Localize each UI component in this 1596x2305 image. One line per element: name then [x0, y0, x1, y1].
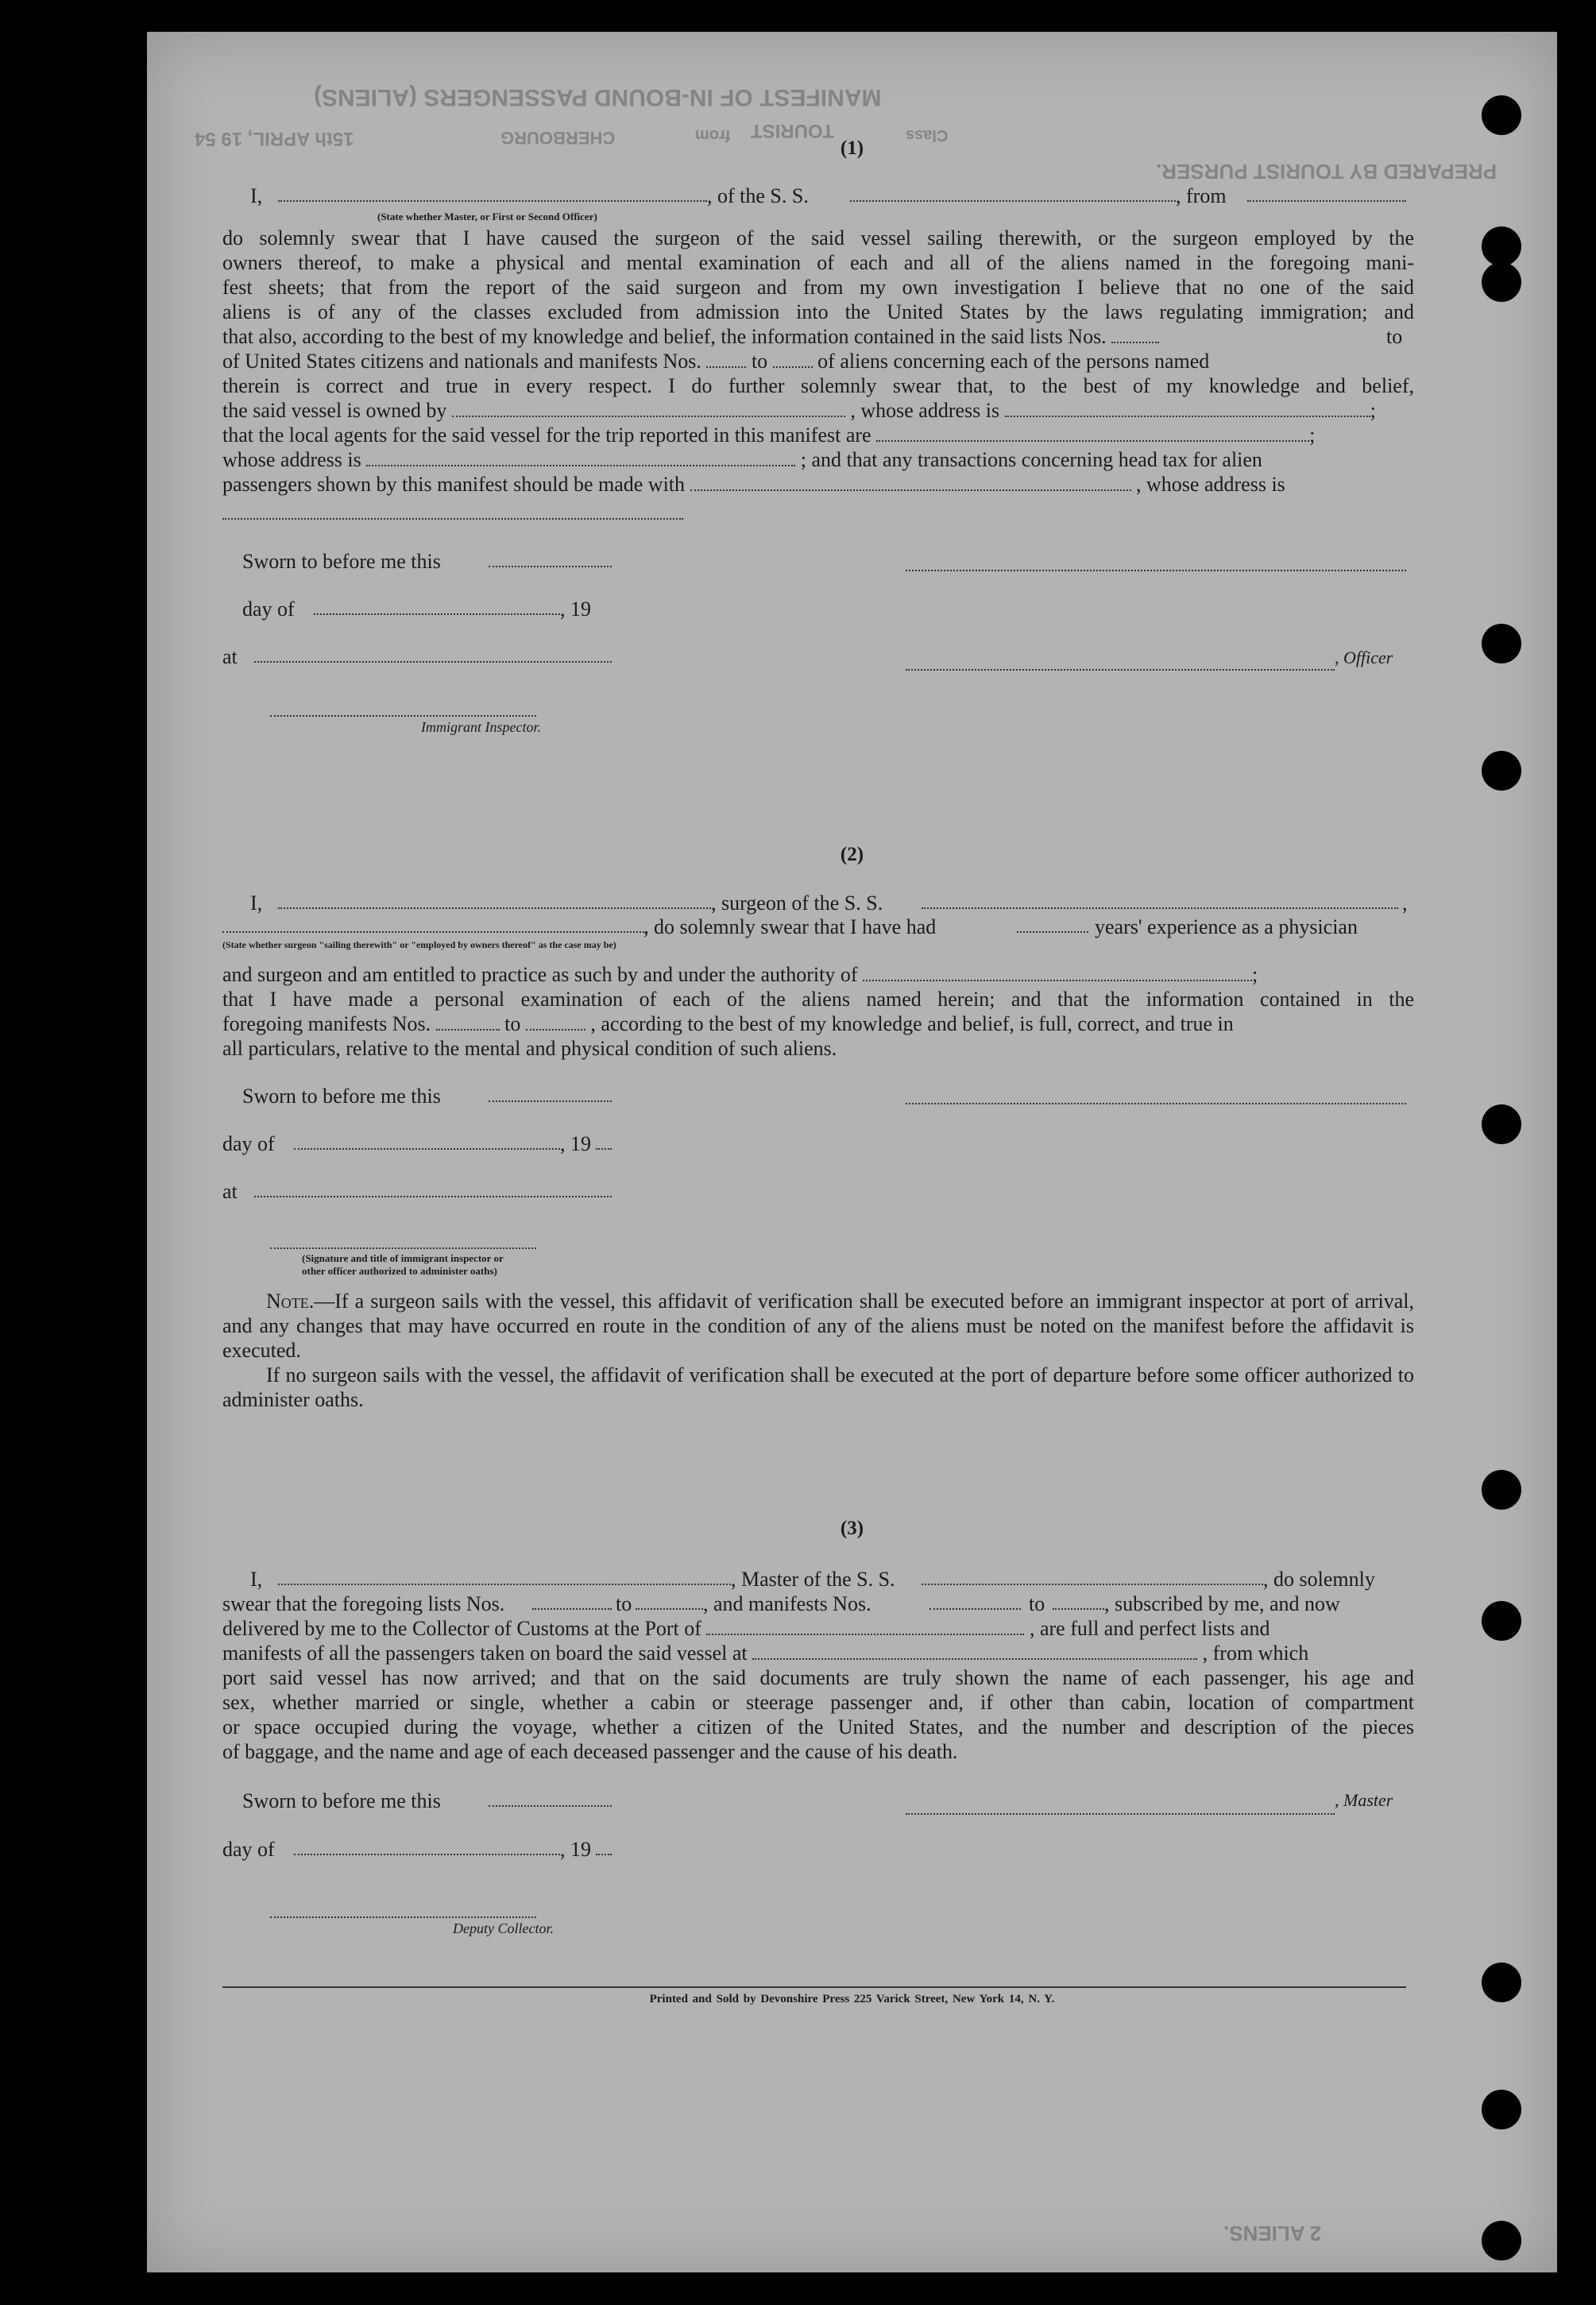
according-text: , according to the best of my knowledge and belief, is full, correct, and true in — [590, 1012, 1234, 1035]
sworn-day-field[interactable] — [489, 550, 612, 567]
passengers-shown-text: passengers shown by this manifest should be made with — [222, 473, 686, 496]
note-label: Note. — [266, 1290, 315, 1313]
officer-rank-note: (State whether Master, or First or Second Officer) — [377, 211, 597, 222]
surgeon-ship-field[interactable] — [922, 891, 1398, 909]
foregoing-text: foregoing manifests Nos. — [222, 1012, 431, 1035]
section-3-manifests-line — [222, 1642, 1414, 1665]
master-signature-line[interactable] — [906, 1812, 1335, 1815]
sworn-text: Sworn to before me this — [242, 1085, 441, 1108]
master-of-text: , Master of the S. S. — [731, 1568, 895, 1591]
at-place-field[interactable] — [254, 1180, 612, 1197]
day-of-text: day of — [222, 1838, 275, 1861]
manifests-to-field[interactable] — [1053, 1592, 1104, 1610]
head-tax-text: ; and that any transactions concerning head tax for alien — [800, 448, 1262, 471]
surgeon-signature-line[interactable] — [906, 1101, 1406, 1104]
and-manifests-text: , and manifests Nos. — [703, 1592, 871, 1615]
deputy-signature-line[interactable] — [270, 1915, 536, 1918]
ghost-from-label: from — [695, 126, 731, 144]
foregoing-from-field[interactable] — [436, 1013, 500, 1031]
section-3-delivered-line — [222, 1617, 1414, 1641]
lists-text: that also, according to the best of my knowledge and belief, the information contained in the said lists Nos. — [222, 325, 1107, 348]
year-prefix: , 19 — [560, 598, 591, 621]
officer-name-field[interactable] — [278, 184, 707, 202]
ghost-date: 15th APRIL, 19 54 — [195, 128, 354, 149]
agents-address-field[interactable] — [366, 449, 795, 466]
from-port-field[interactable] — [1247, 184, 1406, 202]
label-to: to — [751, 350, 768, 373]
owned-by-text: the said vessel is owned by — [222, 399, 447, 422]
swear-years-text: , do solemnly swear that I have had — [643, 915, 937, 938]
section-3-para-line: port said vessel has now arrived; and that on the said documents are truly shown the name of each passenger, his age and — [222, 1666, 1414, 1689]
owner-address-field[interactable] — [1005, 400, 1370, 417]
ghost-port: CHERBOURG — [500, 128, 616, 148]
section-2-foregoing-line — [222, 1012, 1414, 1036]
agents-field[interactable] — [876, 424, 1309, 442]
master-label: , Master — [1335, 1790, 1393, 1810]
surgeon-status-note: (State whether surgeon "sailing therewith" or "employed by owners thereof" as the case may be) — [222, 939, 616, 950]
head-tax-party-field[interactable] — [690, 474, 1131, 491]
year-prefix: , 19 — [560, 1132, 591, 1155]
section-1-agents-line: that the local agents for the said vessel for the trip reported in this manifest are ; — [222, 423, 1316, 447]
section-2-para-line: that I have made a personal examination of each of the aliens named herein; and that the information contained in the — [222, 988, 1414, 1011]
subscribed-text: , subscribed by me, and now — [1104, 1592, 1340, 1615]
section-1-owned-line: the said vessel is owned by , whose address is ; — [222, 399, 1376, 422]
punch-hole — [1482, 95, 1521, 135]
at-text: at — [222, 1180, 238, 1203]
agents-text: that the local agents for the said vessel for the trip reported in this manifest are — [222, 423, 871, 447]
section-1-para-line: aliens is of any of the classes excluded from admission into the United States by the laws regulating immigration; and — [222, 300, 1414, 323]
label-whose-address: , whose address is — [850, 399, 1000, 422]
section-1-para-line: owners thereof, to make a physical and mental examination of each and all of the aliens named in the foregoing mani- — [222, 251, 1414, 274]
punch-hole — [1482, 1104, 1521, 1144]
ghost-class: TOURIST — [751, 120, 834, 141]
section-2-authority-line: and surgeon and am entitled to practice as such by and under the authority of ; — [222, 963, 1258, 986]
inspector-label: Immigrant Inspector. — [421, 719, 541, 735]
note-text-2: If no surgeon sails with the vessel, the affidavit of verification shall be executed at the port of departure before some officer authorized to administer oaths. — [222, 1363, 1414, 1411]
years-exp-text: years' experience as a physician — [1095, 915, 1358, 938]
section-1-address-line — [222, 448, 1414, 472]
sworn-text: Sworn to before me this — [242, 1789, 441, 1812]
punch-hole — [1482, 1601, 1521, 1641]
signature-note-2: other officer authorized to administer oaths) — [302, 1265, 497, 1277]
ship-name-field[interactable] — [850, 184, 1176, 202]
ghost-class-label: Class — [906, 126, 949, 144]
manifest-page: MANIFEST OF IN-BOUND PASSENGERS (ALIENS) TOURIST from CHERBOURG 15th APRIL, 19 54 Class PREPARED BY TOURIST PURSER. 2 ALIENS. (1) I, , of the S. S. , from (State whether Master, or First or Second Officer) do solemnly swear that I have caused the surgeon of the said vessel sailing therewith, or the surgeon employed by the owners thereof, to make a physical and mental examination of each and all of the aliens named in the foregoing mani- fest sheets; that from the report of the said surgeon and from my own investigation I believe that no one of the said aliens is of any of the classes excluded from admission into the United States by the laws regulating immigration; and that also, according to the best of my knowledge and belief, the information contained in the said lists Nos. to of United States citizens and nationals and manifests Nos. to of aliens concerning each of the persons named therein is correct and true in every respect. I do further solemnly swear that, to the best of my knowledge and belief, the said vessel is owned by , whose address is ; that the local agents for the said vessel for the trip reported in this manifest are ; whose address is ; and that any transactions concerning head tax for alien passengers shown by this manifest should be made with , whose address is Sworn to before me this day of , 19 at , Officer Immigrant Inspector. (2) I, , surgeon of the S. S. , , do solemnly swear that I have had years' experience as a physician (State whether surgeon "sailing therewith" or "employed by owners thereof" as the case may be) and surgeon and am entitled to practice as such by and under the authority of ; that I have made a personal examination of each of the aliens named herein; and that the information contained in the foregoing manifests Nos. to , according to the best of my knowledge and belief, is full, correct, and true in all particulars, relative to the mental and physical condition of such aliens. Sworn to before me this day of , 19 at (Signature and title of immigrant inspector or other officer authorized to administer oaths) Note.—If a surgeon sails with the vessel, this affidavit of verification shall be executed before an immigrant inspector at port of arrival, and any changes that may have occurred en route in the condition of any of the aliens must be noted on the manifest before the affidavit is executed. If no surgeon sails with the vessel, the affidavit of verification shall be executed at the port of departure before some officer authorized to administer oaths. (3) I, , Master of the S. S. , do solemnly swear that the foregoing lists Nos. to , and manifests Nos. to , subscribed by me, and now delivered by me to the Collector of Customs at the Port of , are full and perfect lists and manifests of all the passengers taken on board the said vessel at , from which port said vessel has now arrived; and that on the said documents are truly shown the name of each passenger, his age and sex, whether married or single, whether a cabin or steerage passenger and, if other than cabin, location of compartment or space occupied during the voyage, whether a citizen of the United States, and the number and description of the pieces of baggage, and the name and age of each deceased passenger and the cause of his death. Sworn to before me this , Master day of , 19 Deputy Collector. Printed and Sold by Devonshire Press 225 Varick Street, New York 14, N. Y. — [147, 32, 1557, 2272]
sworn-text: Sworn to before me this — [242, 550, 441, 573]
year-prefix: , 19 — [560, 1838, 591, 1861]
ghost-prepared: PREPARED BY TOURIST PURSER. — [1156, 160, 1497, 184]
label-to: to — [616, 1592, 632, 1615]
label-i: I, — [250, 184, 263, 207]
whose-address-text: whose address is — [222, 448, 361, 471]
from-which-text: , from which — [1202, 1642, 1309, 1665]
at-place-field[interactable] — [254, 645, 612, 663]
day-of-text: day of — [222, 1132, 275, 1155]
ghost-manifest-title: MANIFEST OF IN-BOUND PASSENGERS (ALIENS) — [314, 84, 882, 110]
officer-signature-line[interactable] — [906, 667, 1335, 671]
year-field[interactable] — [596, 1132, 612, 1150]
year-field[interactable] — [596, 1838, 612, 1855]
section-3-para-line: or space occupied during the voyage, whether a citizen of the United States, and the number and description of the pieces — [222, 1715, 1414, 1738]
section-3-para-line: of baggage, and the name and age of each deceased passenger and the cause of his death. — [222, 1740, 958, 1763]
sworn-day-field[interactable] — [489, 1789, 612, 1807]
day-of-field[interactable] — [294, 1838, 560, 1855]
section-1-para-line: therein is correct and true in every respect. I do further solemnly swear that, to the best of my knowledge and belief, — [222, 374, 1414, 397]
footer-rule — [222, 1986, 1406, 1988]
section-1-para-line: do solemnly swear that I have caused the surgeon of the said vessel sailing therewith, or the surgeon employed by the — [222, 226, 1414, 249]
authority-field[interactable] — [863, 964, 1252, 981]
printer-imprint: Printed and Sold by Devonshire Press 225 Varick Street, New York 14, N. Y. — [649, 1993, 1055, 2005]
label-to: to — [1029, 1592, 1045, 1615]
aliens-concerning-text: of aliens concerning each of the persons named — [817, 350, 1210, 373]
surgeon-status-field[interactable] — [222, 915, 647, 933]
inspector-signature-line[interactable] — [270, 714, 536, 717]
section-3-number: (3) — [840, 1518, 864, 1539]
label-to: to — [504, 1012, 521, 1035]
section-1-number: (1) — [840, 137, 864, 159]
day-of-field[interactable] — [314, 598, 560, 615]
at-text: at — [222, 645, 238, 668]
note-text: —If a surgeon sails with the vessel, this affidavit of verification shall be executed before an immigrant inspector at port of arrival, and any changes that may have occurred en route in the condition of any of the aliens must be noted on the manifest before the affidavit is executed. — [222, 1290, 1414, 1362]
section-3-para-line: sex, whether married or single, whether a cabin or steerage passenger and, if other than cabin, location of compartment — [222, 1691, 1414, 1714]
swear-lists-text: swear that the foregoing lists Nos. — [222, 1592, 505, 1615]
day-of-text: day of — [242, 598, 295, 621]
surgeon-of-text: , surgeon of the S. S. — [711, 891, 883, 915]
section-2-para-line: all particulars, relative to the mental and physical condition of such aliens. — [222, 1037, 837, 1060]
delivered-text: delivered by me to the Collector of Customs at the Port of — [222, 1617, 701, 1640]
inspector-signature-line[interactable] — [270, 1246, 536, 1249]
punch-hole — [1482, 624, 1521, 663]
section-2-number: (2) — [840, 844, 864, 865]
foregoing-to-field[interactable] — [526, 1013, 585, 1031]
address-continuation-field[interactable] — [222, 516, 683, 520]
manifests-from-field[interactable] — [706, 350, 746, 368]
label-from: , from — [1176, 184, 1227, 207]
punch-hole — [1482, 751, 1521, 791]
sworn-day-field[interactable] — [489, 1085, 612, 1102]
lists-from-field[interactable] — [532, 1592, 612, 1610]
label-of-ss: , of the S. S. — [707, 184, 809, 207]
section-1-lists-line — [222, 325, 1414, 349]
punch-hole — [1482, 226, 1521, 266]
section-2-note-2 — [222, 1363, 1414, 1412]
officer-label: , Officer — [1335, 648, 1393, 667]
surgeon-name-field[interactable] — [278, 891, 711, 909]
boarding-port-field[interactable] — [752, 1642, 1197, 1660]
lists-to-field[interactable] — [636, 1592, 703, 1610]
day-of-field[interactable] — [294, 1132, 560, 1150]
manifests-text: of United States citizens and nationals and manifests Nos. — [222, 350, 701, 373]
master-name-field[interactable] — [278, 1568, 731, 1585]
label-whose-address-end: , whose address is — [1136, 473, 1285, 496]
punch-hole — [1482, 262, 1521, 302]
punch-hole — [1482, 1470, 1521, 1510]
port-field[interactable] — [706, 1618, 1024, 1635]
punch-hole — [1482, 2090, 1521, 2129]
section-1-para-line: fest sheets; that from the report of the said surgeon and from my own investigation I believe that no one of the said — [222, 276, 1414, 299]
owner-field[interactable] — [452, 400, 845, 417]
deputy-label: Deputy Collector. — [453, 1920, 554, 1936]
master-ship-field[interactable] — [922, 1568, 1263, 1585]
manifests-to-field[interactable] — [773, 350, 813, 368]
years-experience-field[interactable] — [1017, 915, 1088, 933]
authority-text: and surgeon and am entitled to practice as such by and under the authority of — [222, 963, 858, 986]
lists-from-field[interactable] — [1111, 326, 1159, 343]
label-i: I, — [250, 1568, 263, 1591]
section-2-note — [222, 1289, 1414, 1363]
section-1-passengers-line — [222, 473, 1414, 497]
label-i: I, — [250, 891, 263, 915]
do-solemnly-text: , do solemnly — [1263, 1568, 1375, 1591]
manifests-of-all-text: manifests of all the passengers taken on board the said vessel at — [222, 1642, 748, 1665]
punch-hole — [1482, 2221, 1521, 2261]
section-1-manifests-line — [222, 350, 1414, 373]
label-to: to — [1386, 325, 1403, 348]
manifests-from-field[interactable] — [929, 1592, 1021, 1610]
officer-signature-line-upper[interactable] — [906, 568, 1406, 571]
full-perfect-text: , are full and perfect lists and — [1029, 1617, 1270, 1640]
ghost-side-number: 2 ALIENS. — [1223, 2222, 1322, 2245]
signature-note-1: (Signature and title of immigrant inspector or — [302, 1252, 504, 1264]
